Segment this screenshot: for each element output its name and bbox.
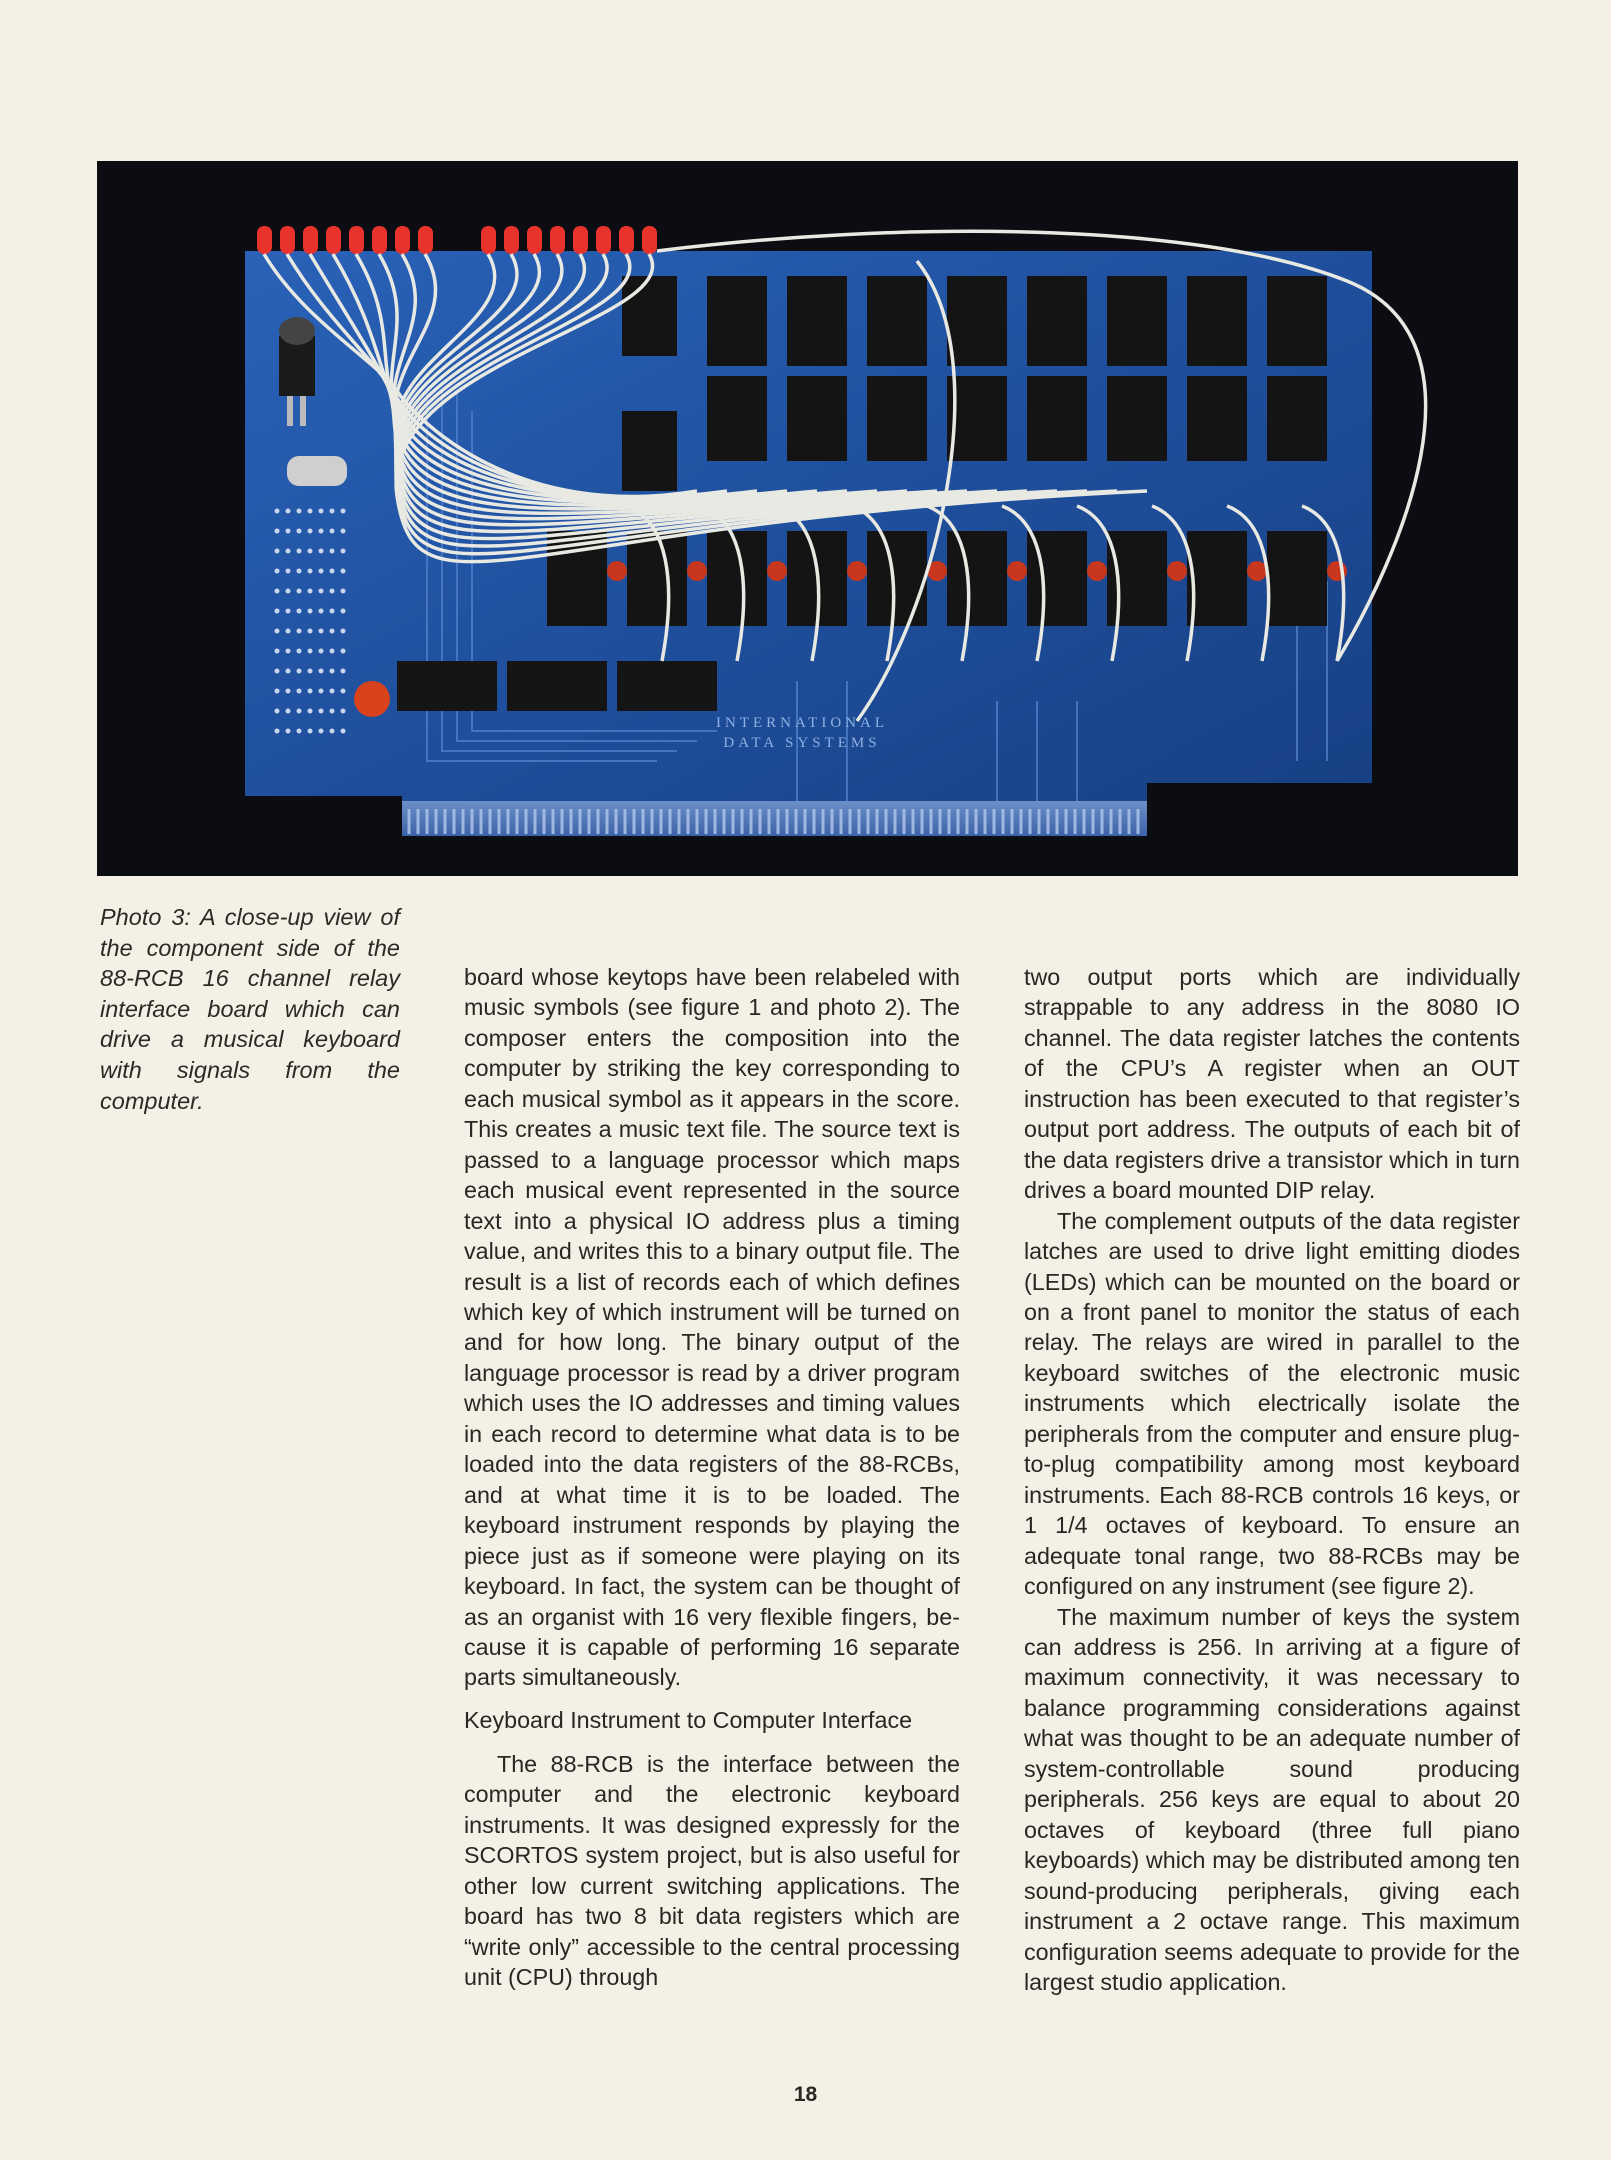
diode: [767, 561, 787, 581]
led: [280, 226, 295, 254]
led: [619, 226, 634, 254]
led-row: [257, 226, 657, 254]
led: [418, 226, 433, 254]
right-paragraph-2: The complement outputs of the data register latches are used to drive light emitting diodes (LEDs) which can be mounted on the board or on a front panel to monitor the status of each relay. The relays are wired in parallel to the keyboard switches of the electronic music instruments which electrically isolate the peripherals from the computer and ensure plug-to-plug compatibility among most keyboard instruments. Each 88-RCB controls 16 keys, or 1 1/4 octaves of keyboard. To ensure an adequate tonal range, two 88-RCBs may be configured on any instrument (see figure 2).: [1024, 1207, 1520, 1600]
driver-chip: [627, 531, 687, 626]
diode: [1087, 561, 1107, 581]
middle-paragraph-1: board whose keytops have been relabeled with music symbols (see figure 1 and photo 2). The composer enters the composition into the computer by striking the key corresponding to each musical symbol as it appears in the score. This creates a music text file. The source text is passed to a language processor which maps each musical event represented in the source text into a physical IO address plus a timing value, and writes this to a binary output file. The result is a list of records each of which defines which key of which instrument will be turned on and for how long. The binary output of the language processor is read by a driver program which uses the IO addresses and timing values in each record to determine what data is to be loaded into the data registers of the 88-RCBs, and at what time it is to be loaded. The keyboard instrument responds by playing the piece just as if someone were playing on its keyboard. In fact, the system can be thought of as an organist with 16 very flexible fingers, because it is capable of performing 16 separate parts simultaneously.: [464, 964, 960, 1691]
led: [481, 226, 496, 254]
diode: [1247, 561, 1267, 581]
crystal: [287, 456, 347, 486]
led: [257, 226, 272, 254]
right-paragraph-3: The maximum number of keys the system can address is 256. In arriving at a figure of maximum connectivity, it was necessary to balance programming considerations against what was thought to be an adequate number of system-controllable sound producing peripherals. 256 keys are equal to about 20 octaves of keyboard (three full piano keyboards) which may be distributed among ten sound-producing peripherals, giving each instrument a 2 octave range. This maximum configuration seems adequate to provide for the largest studio application.: [1024, 1603, 1520, 1995]
section-heading: Keyboard Instrument to Computer Interface: [464, 1706, 913, 1733]
led: [596, 226, 611, 254]
led: [642, 226, 657, 254]
relay-chip: [707, 376, 767, 461]
edge-connector: [402, 801, 1147, 836]
led: [372, 226, 387, 254]
relay-chip: [867, 276, 927, 366]
relay-chip: [867, 376, 927, 461]
driver-chip: [1267, 531, 1327, 626]
diode: [847, 561, 867, 581]
relay-chip: [1107, 276, 1167, 366]
right-column: [1024, 962, 1520, 1997]
board-label-line1: INTERNATIONAL: [716, 715, 888, 731]
led: [504, 226, 519, 254]
relay-chip: [1267, 276, 1327, 366]
page-number: 18: [793, 2083, 818, 2106]
relay-chip: [1027, 376, 1087, 461]
relay-chip: [1187, 276, 1247, 366]
relay-chip: [1187, 376, 1247, 461]
relay-chip: [947, 276, 1007, 366]
relay-chip: [707, 276, 767, 366]
photo-caption: Photo 3: A close-up view of the component side of the 88-RCB 16 channel relay interface board which can drive a musical keyboard with signals from the computer.: [100, 904, 400, 1114]
driver-chip: [867, 531, 927, 626]
board-label-line2: DATA SYSTEMS: [723, 735, 881, 751]
led: [349, 226, 364, 254]
latch-chip: [622, 411, 677, 491]
capacitor: [354, 681, 390, 717]
right-paragraph-1: two output ports which are individually strappable to any address in the 8080 IO channel. The data register latches the contents of the CPU’s A register when an OUT instruction has been executed to that register’s output port address. The outputs of each bit of the data registers drive a transistor which in turn drives a board mounted DIP relay.: [1024, 964, 1520, 1204]
latch-chip: [622, 276, 677, 356]
led: [303, 226, 318, 254]
relay-chip: [1027, 276, 1087, 366]
relay-chip: [1107, 376, 1167, 461]
diode: [1007, 561, 1027, 581]
led: [573, 226, 588, 254]
diode: [607, 561, 627, 581]
diode: [1167, 561, 1187, 581]
led: [550, 226, 565, 254]
relay-chip: [1267, 376, 1327, 461]
middle-column: [464, 962, 960, 1993]
circuit-board-photo: [97, 161, 1518, 876]
led: [395, 226, 410, 254]
driver-chip: [1107, 531, 1167, 626]
relay-chip: [787, 376, 847, 461]
driver-chip: [947, 531, 1007, 626]
led: [527, 226, 542, 254]
middle-paragraph-2: The 88-RCB is the interface between the computer and the electronic keyboard instruments. It was designed expressly for the SCORTOS system project, but is also useful for other low current switching applications. The board has two 8 bit data registers which are “write only” accessible to the central processing unit (CPU) through: [464, 1750, 960, 1991]
led: [326, 226, 341, 254]
relay-chip: [787, 276, 847, 366]
diode: [687, 561, 707, 581]
driver-chip: [1187, 531, 1247, 626]
